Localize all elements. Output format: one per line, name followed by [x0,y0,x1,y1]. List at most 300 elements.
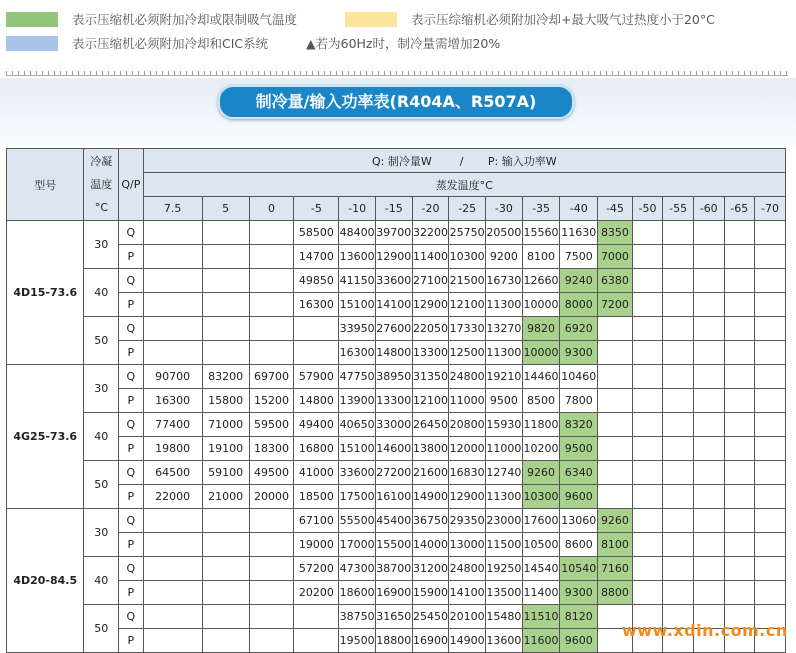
legend [0,0,796,60]
value-cell [202,293,249,317]
qp-cell: P [119,485,143,509]
value-cell: 6340 [560,461,598,485]
value-cell [249,221,294,245]
value-cell [598,341,633,365]
value-cell: 11300 [486,341,523,365]
value-cell: 17600 [522,509,560,533]
value-cell: 9820 [522,317,560,341]
value-cell [249,341,294,365]
legend-item-note [306,34,500,52]
value-cell: 10460 [560,365,598,389]
value-cell: 36750 [412,509,449,533]
value-cell: 59100 [202,461,249,485]
value-cell: 20000 [249,485,294,509]
value-cell [724,557,755,581]
value-cell [663,485,694,509]
value-cell: 14100 [449,581,486,605]
header-evap-temp: 7.5 [143,197,202,221]
value-cell [249,317,294,341]
value-cell [632,485,663,509]
value-cell [294,317,339,341]
legend-item-blue [6,34,268,52]
value-cell [249,581,294,605]
table-row [7,221,786,245]
model-cell: 4D20-84.5 [7,509,84,653]
value-cell: 10300 [449,245,486,269]
value-cell: 21000 [202,485,249,509]
value-cell: 49850 [294,269,339,293]
value-cell: 49400 [294,413,339,437]
value-cell: 8100 [522,245,560,269]
value-cell [693,221,724,245]
value-cell [755,389,786,413]
value-cell [143,557,202,581]
header-evap-temp: -10 [339,197,376,221]
value-cell [663,389,694,413]
value-cell: 16300 [339,341,376,365]
value-cell [249,509,294,533]
header-evap-temp: -50 [632,197,663,221]
value-cell: 16800 [294,437,339,461]
value-cell: 13300 [375,389,412,413]
qp-cell: P [119,245,143,269]
value-cell: 23000 [486,509,523,533]
value-cell [755,245,786,269]
value-cell: 19250 [486,557,523,581]
value-cell: 10000 [522,293,560,317]
header-evap-temp: 0 [249,197,294,221]
value-cell: 14700 [294,245,339,269]
value-cell [143,269,202,293]
qp-cell: Q [119,269,143,293]
value-cell [143,293,202,317]
value-cell [755,269,786,293]
header-cond-temp [84,149,119,221]
qp-cell: P [119,533,143,557]
value-cell: 9600 [560,629,598,653]
value-cell: 6380 [598,269,633,293]
value-cell [724,509,755,533]
header-evap-temp: -20 [412,197,449,221]
value-cell: 49500 [249,461,294,485]
cond-temp-cell: 40 [84,269,119,317]
qp-cell: P [119,629,143,653]
legend-swatch-yellow [345,12,397,27]
value-cell: 13270 [486,317,523,341]
table-row [7,557,786,581]
value-cell: 25450 [412,605,449,629]
value-cell: 21600 [412,461,449,485]
cond-temp-cell: 30 [84,365,119,413]
value-cell: 22050 [412,317,449,341]
value-cell: 13900 [339,389,376,413]
header-evap-temp: -55 [663,197,694,221]
value-cell [693,437,724,461]
value-cell [693,245,724,269]
value-cell: 16300 [294,293,339,317]
value-cell: 14540 [522,557,560,581]
table-row [7,317,786,341]
header-evap-temp: -5 [294,197,339,221]
value-cell: 9500 [560,437,598,461]
value-cell: 8600 [560,533,598,557]
value-cell [663,437,694,461]
value-cell: 14800 [294,389,339,413]
value-cell [755,365,786,389]
table-row [7,365,786,389]
qp-cell: P [119,437,143,461]
value-cell: 13060 [560,509,598,533]
value-cell: 14900 [412,485,449,509]
qp-cell: P [119,293,143,317]
value-cell: 12100 [412,389,449,413]
value-cell: 8320 [560,413,598,437]
value-cell: 16900 [375,581,412,605]
value-cell: 55500 [339,509,376,533]
value-cell [724,389,755,413]
qp-cell: Q [119,317,143,341]
legend-label: 表示压缩机必须附加冷却和CIC系统 [72,36,269,51]
value-cell: 32200 [412,221,449,245]
value-cell: 16730 [486,269,523,293]
header-evap-temp: -15 [375,197,412,221]
value-cell [143,581,202,605]
value-cell: 47300 [339,557,376,581]
value-cell [202,317,249,341]
value-cell [598,413,633,437]
value-cell [202,509,249,533]
value-cell: 83200 [202,365,249,389]
value-cell: 20800 [449,413,486,437]
value-cell: 14460 [522,365,560,389]
value-cell [598,437,633,461]
value-cell: 14000 [412,533,449,557]
value-cell: 19210 [486,365,523,389]
value-cell: 9300 [560,581,598,605]
value-cell: 7800 [560,389,598,413]
value-cell [693,533,724,557]
value-cell: 31650 [375,605,412,629]
table-row [7,341,786,365]
value-cell [202,221,249,245]
header-cond-temp-line: °C [94,201,108,214]
value-cell: 16100 [375,485,412,509]
value-cell: 69700 [249,365,294,389]
table-row [7,461,786,485]
value-cell [598,389,633,413]
value-cell [143,221,202,245]
value-cell: 57200 [294,557,339,581]
table-row [7,293,786,317]
value-cell [693,269,724,293]
value-cell: 10500 [522,533,560,557]
value-cell: 26450 [412,413,449,437]
value-cell: 6920 [560,317,598,341]
value-cell: 11400 [412,245,449,269]
value-cell: 12500 [449,341,486,365]
value-cell: 14100 [375,293,412,317]
value-cell [724,413,755,437]
value-cell [632,245,663,269]
value-cell: 33000 [375,413,412,437]
cond-temp-cell: 50 [84,605,119,653]
value-cell: 9600 [560,485,598,509]
value-cell [724,437,755,461]
value-cell [249,533,294,557]
value-cell [724,293,755,317]
value-cell: 17500 [339,485,376,509]
value-cell [724,245,755,269]
value-cell [663,581,694,605]
value-cell [294,341,339,365]
value-cell: 10200 [522,437,560,461]
value-cell [693,581,724,605]
value-cell: 57900 [294,365,339,389]
value-cell: 22000 [143,485,202,509]
value-cell [693,293,724,317]
value-cell: 19500 [339,629,376,653]
value-cell [663,269,694,293]
value-cell [724,365,755,389]
legend-label: 表示压综缩机必须附加冷却+最大吸气过热度小于20°C [411,12,715,27]
value-cell [632,293,663,317]
value-cell [202,557,249,581]
value-cell: 13600 [486,629,523,653]
value-cell [724,221,755,245]
value-cell: 27200 [375,461,412,485]
header-cond-temp-line: 温度 [90,178,113,191]
value-cell: 13300 [412,341,449,365]
value-cell [724,485,755,509]
cond-temp-cell: 30 [84,509,119,557]
value-cell [632,269,663,293]
value-cell [294,605,339,629]
value-cell [143,533,202,557]
value-cell: 7160 [598,557,633,581]
value-cell: 15560 [522,221,560,245]
value-cell: 13800 [412,437,449,461]
value-cell: 39700 [375,221,412,245]
value-cell: 13600 [339,245,376,269]
value-cell [724,317,755,341]
header-evap-temp: -35 [522,197,560,221]
value-cell: 11500 [486,533,523,557]
value-cell: 15100 [339,437,376,461]
value-cell: 12900 [412,293,449,317]
table-row [7,581,786,605]
value-cell [202,341,249,365]
value-cell [693,389,724,413]
header-evap-temp: 5 [202,197,249,221]
value-cell: 11300 [486,485,523,509]
table-row [7,509,786,533]
value-cell: 24800 [449,557,486,581]
value-cell: 15100 [339,293,376,317]
value-cell: 59500 [249,413,294,437]
value-cell: 10000 [522,341,560,365]
header-evap: 蒸发温度°C [143,173,785,197]
value-cell [724,581,755,605]
value-cell: 33950 [339,317,376,341]
value-cell: 11000 [486,437,523,461]
qp-cell: Q [119,557,143,581]
value-cell: 38950 [375,365,412,389]
value-cell: 31200 [412,557,449,581]
page-title: 制冷量/输入功率表(R404A、R507A) [218,85,574,119]
value-cell: 11400 [522,581,560,605]
value-cell [143,509,202,533]
value-cell: 25750 [449,221,486,245]
value-cell: 16830 [449,461,486,485]
qp-cell: P [119,389,143,413]
value-cell: 14600 [375,437,412,461]
value-cell [663,245,694,269]
value-cell: 77400 [143,413,202,437]
header-cond-temp-line: 冷凝 [90,155,113,168]
value-cell: 11510 [522,605,560,629]
table-row [7,437,786,461]
value-cell [202,533,249,557]
value-cell [693,341,724,365]
value-cell [143,605,202,629]
capacity-table [6,148,786,653]
value-cell: 12660 [522,269,560,293]
qp-cell: Q [119,365,143,389]
value-cell [249,293,294,317]
cond-temp-cell: 30 [84,221,119,269]
value-cell: 67100 [294,509,339,533]
value-cell: 58500 [294,221,339,245]
model-cell: 4D15-73.6 [7,221,84,365]
value-cell: 10540 [560,557,598,581]
value-cell [663,317,694,341]
legend-swatch-blue [6,36,58,51]
value-cell: 15900 [412,581,449,605]
value-cell: 24800 [449,365,486,389]
model-cell: 4G25-73.6 [7,365,84,509]
table-row [7,245,786,269]
value-cell: 18300 [249,437,294,461]
value-cell: 27600 [375,317,412,341]
value-cell [632,341,663,365]
value-cell: 16300 [143,389,202,413]
value-cell [249,245,294,269]
value-cell: 8500 [522,389,560,413]
cond-temp-cell: 40 [84,413,119,461]
table-row [7,389,786,413]
value-cell: 18800 [375,629,412,653]
value-cell: 17000 [339,533,376,557]
value-cell [693,461,724,485]
value-cell: 16900 [412,629,449,653]
value-cell: 48400 [339,221,376,245]
value-cell [202,245,249,269]
value-cell: 8000 [560,293,598,317]
value-cell [632,509,663,533]
value-cell: 9500 [486,389,523,413]
value-cell [632,413,663,437]
table-row [7,413,786,437]
value-cell [663,461,694,485]
value-cell: 15800 [202,389,249,413]
header-qp: Q/P [119,149,143,221]
value-cell [693,557,724,581]
value-cell [663,341,694,365]
value-cell [249,629,294,653]
value-cell: 90700 [143,365,202,389]
value-cell: 14800 [375,341,412,365]
value-cell [632,533,663,557]
qp-cell: Q [119,605,143,629]
value-cell: 18500 [294,485,339,509]
legend-label: 表示压缩机必须附加冷却或限制吸气温度 [72,12,298,27]
value-cell [755,293,786,317]
value-cell: 8350 [598,221,633,245]
value-cell [143,341,202,365]
value-cell: 21500 [449,269,486,293]
header-evap-temp: -70 [755,197,786,221]
value-cell [249,605,294,629]
value-cell [693,317,724,341]
value-cell: 14900 [449,629,486,653]
value-cell [663,557,694,581]
value-cell [663,533,694,557]
header-evap-temp: -30 [486,197,523,221]
value-cell: 9260 [522,461,560,485]
banner [0,78,796,148]
value-cell [202,269,249,293]
value-cell [249,269,294,293]
legend-item-yellow [345,10,715,28]
value-cell [202,605,249,629]
value-cell: 10300 [522,485,560,509]
value-cell [663,365,694,389]
value-cell [724,269,755,293]
value-cell: 7500 [560,245,598,269]
value-cell [755,341,786,365]
value-cell: 40650 [339,413,376,437]
table-row [7,485,786,509]
value-cell [143,317,202,341]
value-cell: 41000 [294,461,339,485]
value-cell [724,533,755,557]
qp-cell: P [119,341,143,365]
value-cell: 11800 [522,413,560,437]
value-cell: 7200 [598,293,633,317]
value-cell [693,365,724,389]
value-cell [632,437,663,461]
value-cell [755,437,786,461]
value-cell: 9240 [560,269,598,293]
value-cell: 12100 [449,293,486,317]
value-cell [724,341,755,365]
value-cell: 8120 [560,605,598,629]
header-evap-temp: -60 [693,197,724,221]
value-cell [598,317,633,341]
value-cell: 9300 [560,341,598,365]
value-cell [598,365,633,389]
value-cell: 20100 [449,605,486,629]
value-cell: 12740 [486,461,523,485]
value-cell: 19100 [202,437,249,461]
value-cell: 12000 [449,437,486,461]
value-cell [632,221,663,245]
value-cell: 64500 [143,461,202,485]
header-evap-temp: -65 [724,197,755,221]
value-cell [693,485,724,509]
value-cell [294,629,339,653]
value-cell: 9200 [486,245,523,269]
